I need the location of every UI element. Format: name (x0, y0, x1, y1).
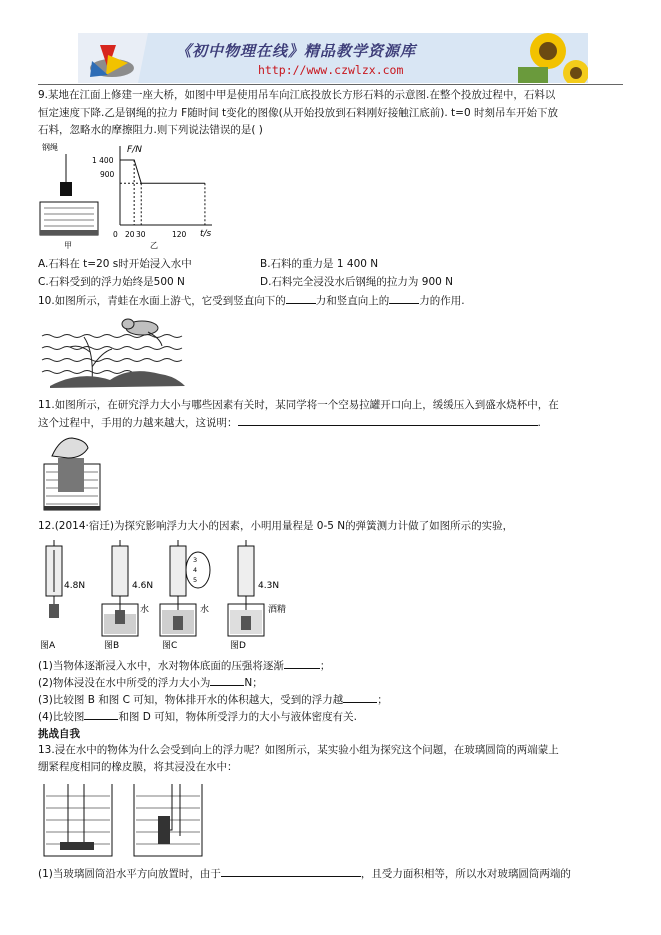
reading-a: 4.8N (64, 581, 86, 591)
q10-line (38, 293, 465, 308)
object-d (241, 616, 251, 630)
q10-part3: 力的作用. (419, 295, 465, 307)
x-tick-120: 120 (172, 230, 187, 239)
spring-scale-c (160, 540, 210, 636)
q9-line-3: 石料，忽略水的摩擦阻力.则下列说法错误的是( ) (38, 124, 263, 136)
x-tick-30: 30 (136, 230, 146, 239)
tube-horizontal (60, 842, 94, 850)
q9-option-a: A.石料在 t=20 s时开始浸入水中 (38, 258, 192, 270)
q13-line-2: 绷紧程度相同的橡皮膜，将其浸没在水中： (38, 761, 238, 773)
x-tick-20: 20 (125, 230, 135, 239)
q9-option-c: C.石料受到的浮力始终是500 N (38, 276, 185, 288)
fig-yi-label: 乙 (150, 241, 158, 250)
q10-frog-figure (40, 312, 190, 388)
q12-sub-2: (2)物体浸没在水中所受的浮力大小为 N； (38, 677, 263, 689)
q11-line-1: 11.如图所示，在研究浮力大小与哪些因素有关时，某同学将一个空易拉罐开口向上，缓缓压入到盛水烧杯中，在 (38, 399, 559, 411)
q13-figure (40, 780, 210, 860)
sunflower-center (539, 42, 557, 60)
q12-sub-3: (3)比较图 B 和图 C 可知，物体排开水的体积越大，受到的浮力越 ； (38, 694, 388, 706)
q9-option-b: B.石料的重力是 1 400 N (260, 258, 379, 270)
q9-line-2: 恒定速度下降.乙是钢绳的拉力 F随时间 t变化的图像(从开始投放到石料刚好接触江底前). t=0 时刻吊车开始下放 (38, 107, 558, 119)
q11-can-figure (42, 434, 104, 512)
header-banner (78, 33, 588, 83)
hand-icon (52, 438, 88, 458)
force-line (120, 160, 205, 183)
fig-label-c: 图C (162, 641, 178, 651)
q9-graph-yi (90, 140, 220, 250)
banner-title: 《初中物理在线》精品教学资源库 (176, 42, 417, 60)
reading-d: 4.3N (258, 581, 280, 591)
liquid-label-d: 酒精 (268, 605, 287, 615)
liquid-label-c: 水 (200, 605, 210, 615)
beaker-vertical (134, 784, 202, 856)
q11-blank[interactable] (238, 415, 538, 426)
q12-figure (38, 540, 318, 652)
object-c (173, 616, 183, 630)
rope-label: 钢绳 (42, 143, 58, 152)
q9-option-d: D.石料完全浸没水后钢绳的拉力为 900 N (260, 276, 453, 288)
liquid-label-b: 水 (140, 605, 150, 615)
q12-blank-4[interactable] (84, 709, 118, 720)
q12-blank-2[interactable] (210, 675, 244, 686)
q11-line-2-text: 这个过程中，手用的力越来越大，这说明： (38, 417, 238, 429)
q10-part2: 力和竖直向上的 (315, 295, 390, 307)
q12-stem: 12.(2014·宿迁)为探究影响浮力大小的因素，小明用量程是 0-5 N的弹簧测力计做了如图所示的实验， (38, 520, 514, 532)
section-title: 挑战自我 (38, 728, 80, 740)
can (58, 458, 84, 492)
object-b (115, 610, 125, 624)
q12-blank-3[interactable] (343, 692, 377, 703)
tube-vertical (158, 816, 170, 844)
stone-block (60, 182, 72, 196)
q10-blank-1[interactable] (286, 293, 316, 304)
beaker-horizontal (44, 784, 112, 856)
reading-b: 4.6N (132, 581, 154, 591)
fig-label-d: 图D (230, 641, 246, 651)
zoom-circle (186, 552, 210, 588)
banner-url: http://www.czwlzx.com (258, 63, 404, 77)
q12-sub-4: (4)比较图 和图 D 可知，物体所受浮力的大小与液体密度有关. (38, 711, 357, 723)
frog-icon (122, 319, 162, 346)
q13-sub-1: (1)当玻璃圆筒沿水平方向放置时，由于 ，且受力面积相等，所以水对玻璃圆筒两端的 (38, 868, 571, 880)
y-tick-1400: 1 400 (92, 156, 114, 165)
q12-blank-1[interactable] (284, 658, 320, 669)
header-divider (38, 84, 623, 85)
q13-line-1: 13.浸在水中的物体为什么会受到向上的浮力呢？如图所示，某实验小组为探究这个问题，在玻璃圆筒的两端蒙上 (38, 744, 559, 756)
fig-jia-label: 甲 (64, 241, 72, 250)
y-tick-900: 900 (100, 170, 115, 179)
zoom-tick-5: 5 (193, 576, 198, 584)
zoom-tick-4: 4 (193, 566, 198, 574)
q12-sub-1: (1)当物体逐渐浸入水中，水对物体底面的压强将逐渐 ； (38, 660, 331, 672)
fig-label-a: 图A (40, 641, 56, 651)
q10-blank-2[interactable] (389, 293, 419, 304)
y-axis-label: F/N (127, 145, 142, 155)
q13-blank-1[interactable] (221, 866, 361, 877)
q10-part1: 10.如图所示，青蛙在水面上游弋，它受到竖直向下的 (38, 295, 286, 307)
q11-line-2: 这个过程中，手用的力越来越大，这说明： . (38, 417, 541, 429)
spring-scale-a (46, 540, 62, 618)
q9-line-1: 9.某地在江面上修建一座大桥，如图中甲是使用吊车向江底投放长方形石料的示意图.在整个投放过程中，石料以 (38, 89, 556, 101)
zoom-tick-3: 3 (193, 556, 198, 564)
fig-label-b: 图B (104, 641, 120, 651)
object-a (49, 604, 59, 618)
x-tick-0: 0 (113, 230, 118, 239)
x-axis-label: t/s (200, 229, 212, 239)
